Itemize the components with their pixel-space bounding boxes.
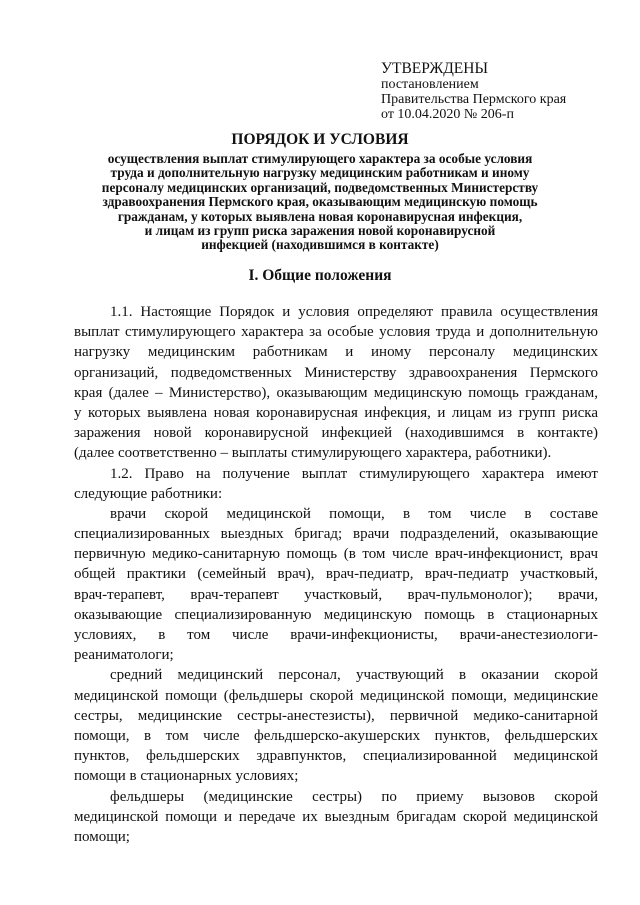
paragraph-line: специализированных выездных бригад; врачи подразделений, оказывающие bbox=[74, 526, 598, 543]
paragraph-line: сестры, медицинские сестры-анестезисты), первичной медико-санитарной bbox=[74, 707, 598, 724]
paragraph-line: врач-терапевт, врач-терапевт участковый, врач-пульмонолог); врачи, bbox=[74, 586, 598, 603]
paragraph-line: врачи скорой медицинской помощи, в том числе в составе bbox=[110, 505, 598, 522]
subtitle-line: и лицам из групп риска заражения новой коронавирусной bbox=[144, 223, 496, 239]
paragraph-line: 1.1. Настоящие Порядок и условия определяют правила осуществления bbox=[110, 304, 598, 320]
subtitle-line: осуществления выплат стимулирующего характера за особые условия bbox=[107, 151, 533, 166]
approval-line-3: от 10.04.2020 № 206-п bbox=[381, 107, 514, 122]
approval-line-1: постановлением bbox=[381, 77, 479, 92]
paragraph-line: помощи, в том числе фельдшерско-акушерских пунктов, фельдшерских bbox=[74, 727, 598, 744]
approval-heading: УТВЕРЖДЕНЫ bbox=[381, 60, 488, 77]
paragraph-line: оказывающие специализированную медицинскую помощь в стационарных bbox=[74, 606, 598, 623]
paragraph-line: пунктов, фельдшерских здравпунктов, специализированной медицинской bbox=[74, 748, 598, 765]
paragraph-line: края (далее – Министерство), оказывающим медицинскую помощь гражданам, bbox=[74, 384, 598, 401]
subtitle-line: инфекцией (находившимся в контакте) bbox=[201, 237, 439, 253]
subtitle-line: гражданам, у которых выявлена новая коронавирусная инфекция, bbox=[117, 208, 523, 224]
paragraph-line: помощи в стационарных условиях; bbox=[74, 768, 299, 785]
paragraph-line: 1.2. Право на получение выплат стимулирующего характера имеют bbox=[110, 465, 598, 482]
paragraph-line: организаций, подведомственных Министерству здравоохранения Пермского bbox=[74, 364, 598, 381]
paragraph-line: (далее соответственно – выплаты стимулирующего характера, работники). bbox=[74, 445, 552, 462]
paragraph-line: помощи; bbox=[74, 828, 130, 845]
paragraph-line: реаниматологи; bbox=[74, 647, 174, 664]
paragraph-line: медицинской помощи и передаче их выездным бригадам скорой медицинской bbox=[74, 808, 598, 825]
approval-line-2: Правительства Пермского края bbox=[381, 92, 567, 107]
paragraph-line: средний медицинский персонал, участвующий в оказании скорой bbox=[110, 667, 598, 684]
paragraph-line: следующие работники: bbox=[74, 485, 223, 502]
body-text bbox=[74, 302, 598, 847]
paragraph-line: заражения новой коронавирусной инфекцией (находившимся в контакте) bbox=[74, 425, 598, 442]
section-heading: I. Общие положения bbox=[248, 267, 392, 284]
paragraph-line: общей практики (семейный врач), врач-педиатр, врач-педиатр участковый, bbox=[74, 566, 598, 583]
paragraph-line: медицинской помощи (фельдшеры скорой медицинской помощи, медицинские bbox=[74, 687, 598, 704]
paragraph-line: нагрузку медицинским работникам и иному персоналу медицинских bbox=[74, 344, 598, 361]
paragraph-line: у которых выявлена новая коронавирусная инфекция, и лицам из групп риска bbox=[74, 404, 598, 421]
subtitle-line: персоналу медицинских организаций, подведомственных Министерству bbox=[101, 179, 539, 195]
subtitle-line: труда и дополнительную нагрузку медицинским работникам и иному bbox=[110, 165, 530, 181]
approval-stamp bbox=[381, 60, 566, 122]
subtitle-line: здравоохранения Пермского края, оказывающим медицинскую помощь bbox=[102, 194, 538, 210]
document-subtitle bbox=[60, 152, 580, 253]
paragraph-line: условиях, в том числе врачи-инфекционисты, врачи-анестезиологи- bbox=[74, 627, 598, 643]
paragraph-line: первичную медико-санитарную помощь (в том числе врач-инфекционист, врач bbox=[74, 546, 598, 563]
paragraph-line: выплат стимулирующего характера за особые условия труда и дополнительную bbox=[74, 324, 598, 341]
document-title: ПОРЯДОК И УСЛОВИЯ bbox=[231, 131, 409, 148]
paragraph-line: фельдшеры (медицинские сестры) по приему вызовов скорой bbox=[110, 788, 598, 805]
